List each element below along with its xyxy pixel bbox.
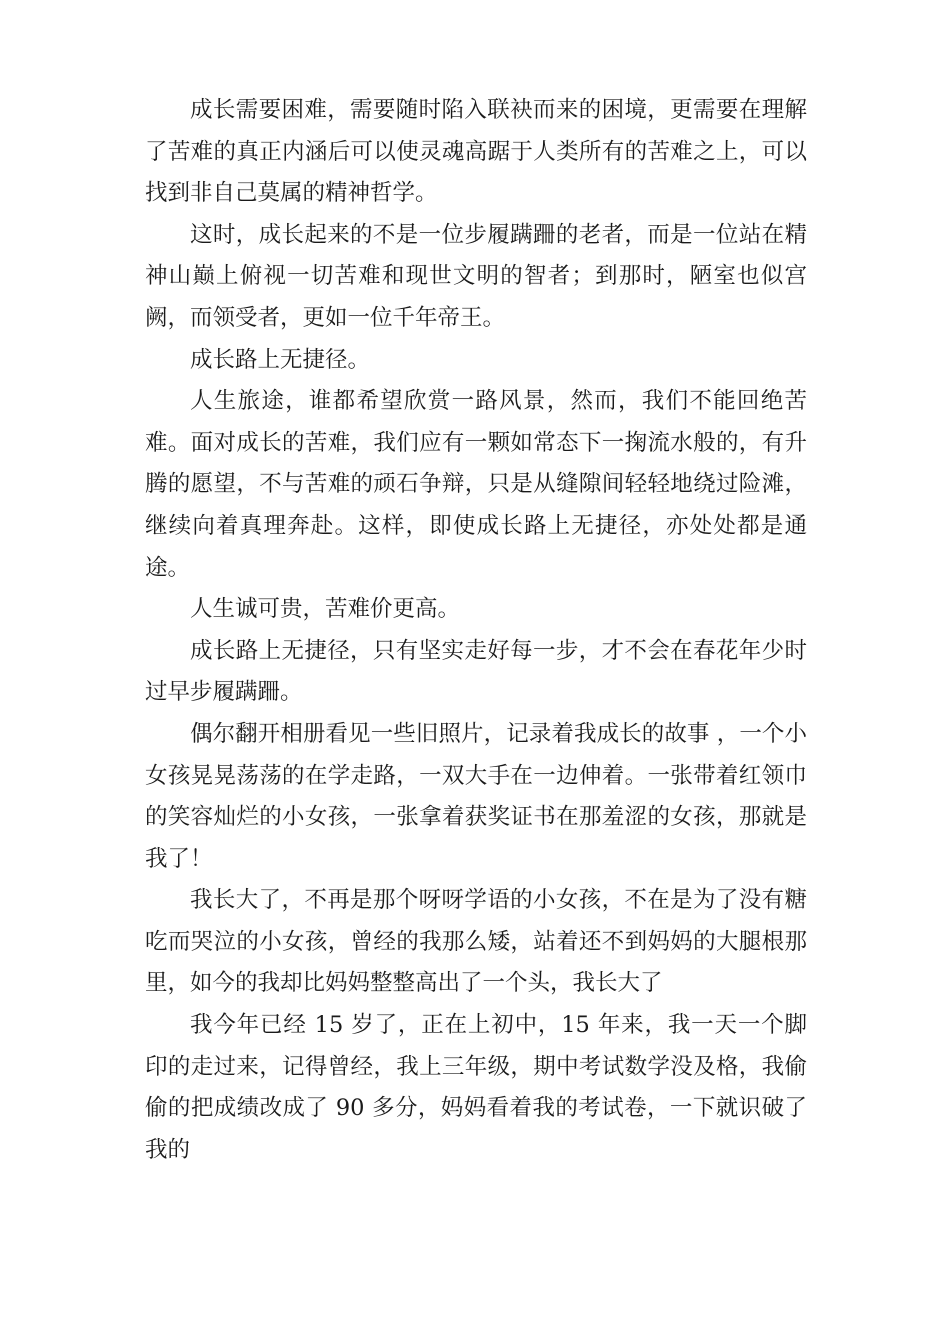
paragraph: 成长路上无捷径，只有坚实走好每一步，才不会在春花年少时过早步履蹒跚。 [145,637,807,706]
paragraph: 人生诚可贵，苦难价更高。 [190,596,461,623]
paragraph: 成长需要困难，需要随时陷入联袂而来的困境，更需要在理解了苦难的真正内涵后可以使灵魂高踞于人类所有的苦难之上，可以找到非自己莫属的精神哲学。 [145,97,807,207]
paragraph: 我长大了，不再是那个呀呀学语的小女孩，不在是为了没有糖吃而哭泣的小女孩，曾经的我那么矮，站着还不到妈妈的大腿根那里，如今的我却比妈妈整整高出了一个头，我长大了 [145,887,807,997]
paragraph: 偶尔翻开相册看见一些旧照片，记录着我成长的故事 ，一个小女孩晃晃荡荡的在学走路，一双大手在一边伸着。一张带着红领巾的笑容灿烂的小女孩，一张拿着获奖证书在那羞涩的女孩，那就是我了！ [145,720,807,872]
paragraph: 人生旅途，谁都希望欣赏一路风景，然而，我们不能回绝苦难。面对成长的苦难，我们应有一颗如常态下一掬流水般的，有升腾的愿望，不与苦难的顽石争辩，只是从缝隙间轻轻地绕过险滩，继续向着真理奔赴。这样，即使成长路上无捷径，亦处处都是通途。 [145,388,807,581]
document-body [145,90,807,1171]
paragraph: 成长路上无捷径。 [190,346,371,373]
paragraph: 我今年已经 15 岁了，正在上初中，15 年来，我一天一个脚印的走过来，记得曾经，我上三年级，期中考试数学没及格，我偷偷的把成绩改成了 90 多分，妈妈看着我的考试卷，一下就识破了我的 [145,1012,807,1163]
paragraph: 这时，成长起来的不是一位步履蹒跚的老者，而是一位站在精神山巅上俯视一切苦难和现世文明的智者；到那时，陋室也似宫阙，而领受者，更如一位千年帝王。 [145,221,807,331]
